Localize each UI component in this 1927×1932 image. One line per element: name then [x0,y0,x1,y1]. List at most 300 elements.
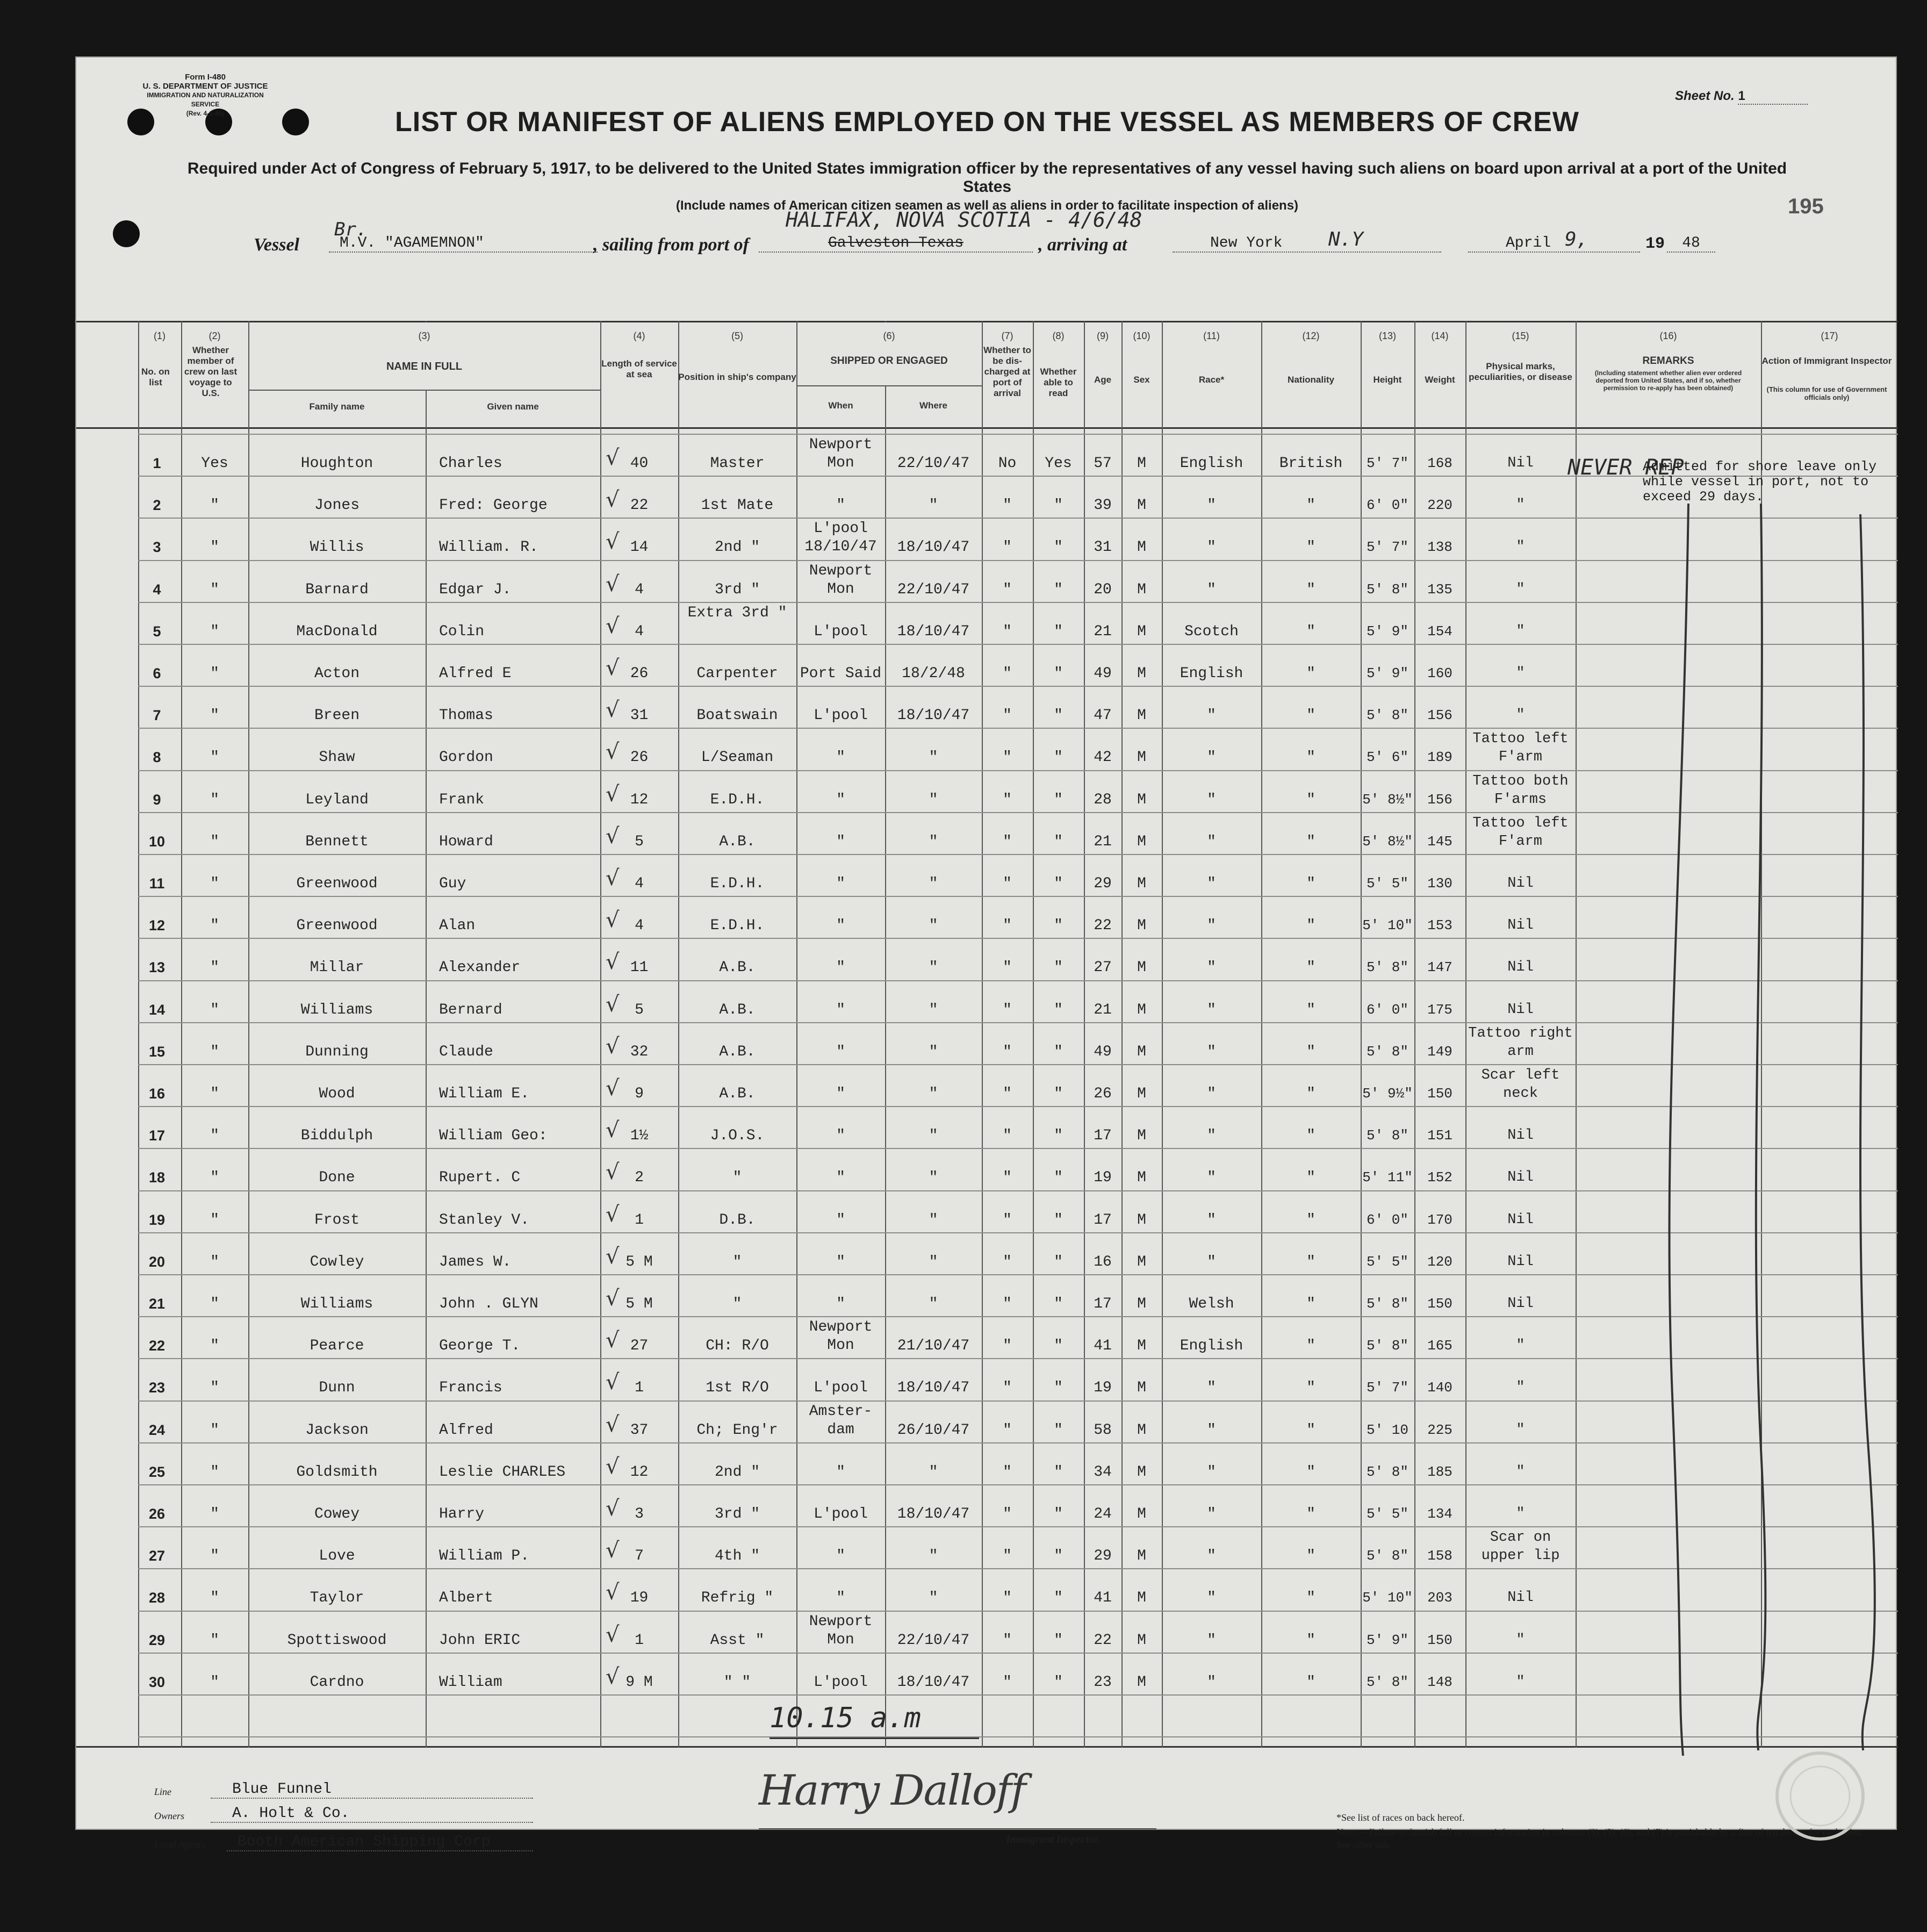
cell-when: Amster-dam [809,1403,873,1438]
cell-marks: Tattoo left F'arm [1472,815,1569,850]
cell-where: 18/10/47 [897,707,970,724]
cell-given: Alfred E [439,665,512,682]
check-mark-icon: √ [606,950,620,975]
cell-when: L'pool [814,1380,868,1397]
cell-race: " [1207,1632,1216,1649]
cell-age: 28 [1094,791,1112,808]
cell-where: " [929,833,938,850]
cell-family: Cowley [310,1253,364,1270]
cell-dis: " [1003,875,1012,892]
line-value: Blue Funnel [211,1781,533,1799]
cell-where: " [929,749,938,766]
cell-marks: Scar on upper lip [1481,1529,1560,1564]
cell-last: " [210,875,219,892]
cell-when: " [836,791,845,808]
cell-marks: " [1516,1421,1525,1438]
cell-marks: Scar left neck [1481,1067,1560,1102]
cell-ht: 5' 9" [1366,665,1408,681]
column-number: (4) [633,331,645,341]
cell-where: " [929,959,938,976]
cell-when: " [836,1253,845,1270]
cell-sex: M [1137,539,1146,556]
cell-nat: " [1306,665,1315,682]
cell-race: Scotch [1184,623,1239,640]
page-title: LIST OR MANIFEST OF ALIENS EMPLOYED ON THE VESSEL AS MEMBERS OF CREW [395,106,1579,138]
form-rev: (Rev. 4-1-45) [186,110,225,117]
cell-race: " [1207,1463,1216,1481]
cell-race: " [1207,1086,1216,1102]
cell-sex: M [1137,1169,1146,1187]
remarks-hand-note: NEVER REP [1568,455,1684,480]
cell-given: Bernard [439,1001,502,1018]
cell-family: Williams [300,1296,373,1312]
cell-wt: 225 [1427,1421,1453,1438]
cell-nat: " [1306,1338,1315,1355]
cell-nat: " [1306,833,1315,850]
cell-nat: " [1306,539,1315,556]
cell-age: 21 [1094,623,1112,640]
arriving-hand: N.Y [1328,228,1364,250]
cell-race: " [1207,1043,1216,1060]
cell-wt: 175 [1427,1001,1453,1018]
inspector-label: Immigrant Inspector. [1006,1834,1101,1845]
sailing-label: , sailing from port of [593,235,749,255]
cell-given: Colin [439,623,485,640]
cell-family: Williams [300,1001,373,1018]
column-divider [426,321,427,1748]
cell-where: 18/10/47 [897,623,970,640]
cell-sex: M [1137,1253,1146,1270]
column-divider [678,321,679,1748]
cell-ht: 5' 8½" [1362,833,1413,850]
cell-ht: 5' 8" [1366,581,1408,598]
cell-when: " [836,1127,845,1145]
cell-race: " [1207,959,1216,976]
cell-last: " [210,665,219,682]
cell-svc: 32 [630,1043,649,1060]
cell-read: " [1054,1463,1063,1481]
cell-race: " [1207,875,1216,892]
cell-race: " [1207,1127,1216,1145]
cell-given: Claude [439,1043,493,1060]
cell-last: " [210,581,219,598]
cell-ht: 5' 8" [1366,707,1408,724]
cell-where: 18/10/47 [897,1674,970,1691]
cell-given: William [439,1674,502,1691]
cell-nat: British [1279,455,1343,472]
cell-read: " [1054,749,1063,766]
cell-age: 22 [1094,917,1112,935]
column-divider [885,321,886,1748]
cell-sex: M [1137,1211,1146,1229]
cell-where: 18/2/48 [902,665,965,682]
cell-dis: " [1003,665,1012,682]
cell-when: " [836,1086,845,1102]
cell-read: " [1054,1380,1063,1397]
col-last-voyage-header: Whether member of crew on last voyage to U.S. [184,345,238,398]
cell-age: 19 [1094,1169,1112,1187]
cell-last: " [210,917,219,935]
cell-given: Thomas [439,707,493,724]
cell-marks: Nil [1507,1590,1534,1606]
cell-last: " [210,1674,219,1691]
cell-svc: 14 [630,539,649,556]
cell-where: 18/10/47 [897,1506,970,1522]
cell-pos: Ch; Eng'r [696,1421,778,1439]
col-height-header: Height [1373,375,1402,385]
column-number: (16) [1659,331,1677,341]
cell-race: " [1207,497,1216,514]
cell-pos: " [732,1169,742,1187]
cell-when: " [836,875,845,892]
cell-given: Rupert. C [439,1169,521,1187]
cell-svc: 1½ [630,1127,649,1145]
cell-dis: " [1003,581,1012,598]
row-number: 27 [148,1548,166,1564]
cell-race: " [1207,1548,1216,1565]
cell-race: " [1207,707,1216,724]
cell-race: " [1207,1001,1216,1018]
cell-age: 22 [1094,1632,1112,1649]
cell-nat: " [1306,581,1315,598]
cell-given: Guy [439,875,466,892]
check-mark-icon: √ [606,613,620,638]
cell-when: " [836,1211,845,1229]
check-mark-icon: √ [606,1454,620,1479]
cell-read: " [1054,539,1063,556]
port-hand-correction: HALIFAX, NOVA SCOTIA - 4/6/48 [786,208,1142,232]
cell-when: Newport Mon [809,1613,873,1648]
cell-wt: 160 [1427,665,1453,681]
col-where-header: Where [919,400,947,411]
cell-wt: 170 [1427,1211,1453,1228]
row-number: 29 [148,1632,166,1648]
cell-dis: " [1003,1086,1012,1102]
cell-last: " [210,1338,219,1355]
check-mark-icon: √ [606,1370,620,1395]
check-mark-icon: √ [606,1622,620,1647]
cell-pos: E.D.H. [710,917,765,935]
col-given-header: Given name [487,401,539,412]
cell-sex: M [1137,1421,1146,1439]
cell-read: " [1054,623,1063,640]
cell-age: 41 [1094,1590,1112,1607]
cell-race: English [1180,455,1243,472]
cell-when: L'pool [814,707,868,724]
cell-read: " [1054,1548,1063,1565]
col-shipped-header: SHIPPED OR ENGAGED [830,355,948,367]
check-mark-icon: √ [606,1664,620,1689]
cell-read: " [1054,707,1063,724]
column-number: (5) [731,331,743,341]
row-number: 23 [148,1380,166,1396]
cell-where: " [929,1169,938,1187]
column-number: (14) [1431,331,1449,341]
cell-svc: 3 [635,1506,644,1522]
column-divider [1162,321,1163,1748]
cell-marks: Tattoo left F'arm [1472,731,1569,766]
cell-family: Jackson [305,1421,369,1439]
cell-wt: 189 [1427,749,1453,766]
cell-race: " [1207,833,1216,850]
cell-read: " [1054,1632,1063,1649]
column-divider [1261,321,1262,1748]
cell-age: 57 [1094,455,1112,472]
cell-sex: M [1137,833,1146,850]
cell-when: " [836,1590,845,1607]
cell-pos: " " [723,1674,751,1691]
arrival-year: 48 [1667,235,1715,253]
cell-dis: " [1003,749,1012,766]
cell-nat: " [1306,1001,1315,1018]
form-dept: U. S. DEPARTMENT OF JUSTICE [142,82,268,91]
cell-marks: " [1516,497,1525,514]
cell-where: " [929,791,938,808]
cell-family: Wood [319,1086,355,1102]
cell-svc: 12 [630,791,649,808]
cell-ht: 5' 10 [1366,1421,1408,1438]
cell-nat: " [1306,1548,1315,1565]
cell-wt: 150 [1427,1296,1453,1312]
row-number: 10 [148,833,166,850]
cell-last: " [210,1211,219,1229]
col-no-header: No. on list [141,367,170,387]
cell-wt: 153 [1427,917,1453,934]
cell-nat: " [1306,1253,1315,1270]
row-number: 15 [148,1043,166,1060]
cell-sex: M [1137,917,1146,935]
row-number: 4 [153,581,161,598]
cell-when: L'pool [814,1506,868,1522]
check-mark-icon: √ [606,992,620,1017]
cell-given: James W. [439,1253,512,1270]
cell-read: " [1054,1421,1063,1439]
cell-pos: 1st R/O [706,1380,769,1397]
cell-nat: " [1306,1632,1315,1649]
cell-age: 23 [1094,1674,1112,1691]
cell-sex: M [1137,1380,1146,1397]
cell-family: Dunning [305,1043,369,1060]
row-number: 20 [148,1253,166,1270]
cell-sex: M [1137,1127,1146,1145]
cell-svc: 12 [630,1463,649,1481]
cell-where: " [929,1001,938,1018]
cell-ht: 5' 7" [1366,455,1408,471]
cell-read: " [1054,1674,1063,1691]
cell-nat: " [1306,959,1315,976]
cell-where: 18/10/47 [897,1380,970,1397]
cell-dis: " [1003,1001,1012,1018]
cell-race: " [1207,539,1216,556]
col-age-header: Age [1094,375,1112,385]
cell-age: 34 [1094,1463,1112,1481]
cell-when: " [836,497,845,514]
cell-pos: Master [710,455,765,472]
cell-nat: " [1306,791,1315,808]
check-mark-icon: √ [606,698,620,723]
cell-where: " [929,497,938,514]
cell-marks: " [1516,665,1525,681]
cell-race: " [1207,1590,1216,1607]
cell-pos: 3rd " [714,581,760,598]
cell-read: " [1054,1127,1063,1145]
cell-marks: " [1516,539,1525,556]
col-nationality-header: Nationality [1288,375,1334,385]
cell-svc: 40 [630,455,649,472]
cell-marks: " [1516,623,1525,640]
cell-age: 29 [1094,875,1112,892]
cell-marks: Nil [1507,875,1534,892]
cell-svc: 4 [635,917,644,935]
column-number: (7) [1001,331,1013,341]
cell-age: 27 [1094,959,1112,976]
cell-sex: M [1137,1463,1146,1481]
check-mark-icon: √ [606,823,620,849]
faded-seal [1769,1745,1871,1847]
cell-marks: Nil [1507,1253,1534,1270]
cell-where: 21/10/47 [897,1338,970,1355]
cell-sex: M [1137,875,1146,892]
col-when-header: When [828,400,853,411]
cell-when: " [836,749,845,766]
check-mark-icon: √ [606,1412,620,1437]
cell-dis: " [1003,1548,1012,1565]
cell-pos: D.B. [719,1211,756,1229]
cell-given: Albert [439,1590,493,1607]
cell-ht: 5' 8" [1366,1296,1408,1312]
cell-age: 47 [1094,707,1112,724]
cell-svc: 26 [630,749,649,766]
cell-last: " [210,1506,219,1522]
cell-nat: " [1306,707,1315,724]
cell-read: " [1054,1086,1063,1102]
cell-family: Jones [314,497,359,514]
column-number: (8) [1052,331,1065,341]
cell-when: " [836,1043,845,1060]
column-divider [1121,321,1123,1748]
cell-wt: 168 [1427,455,1453,471]
cell-pos: Asst " [710,1632,765,1649]
cell-dis: " [1003,707,1012,724]
cell-wt: 203 [1427,1590,1453,1606]
cell-family: Taylor [310,1590,364,1607]
column-divider [138,321,139,1748]
cell-nat: " [1306,623,1315,640]
cell-when: Newport Mon [809,436,873,471]
cell-marks: Nil [1507,917,1534,934]
cell-dis: " [1003,623,1012,640]
cell-pos: A.B. [719,1086,756,1102]
column-number: (12) [1302,331,1320,341]
cell-race: " [1207,1169,1216,1187]
cell-svc: 5 [635,833,644,850]
cell-nat: " [1306,1169,1315,1187]
column-divider [982,321,983,1748]
cell-race: English [1180,665,1243,682]
row-number: 11 [149,875,165,892]
cell-race: " [1207,1253,1216,1270]
cell-svc: 22 [630,497,649,514]
cell-nat: " [1306,749,1315,766]
subtitle: Required under Act of Congress of February 5, 1917, to be delivered to the United States immigration officer by the representatives of any vessel having such aliens on board upon arrival at a port of the United States [187,160,1787,196]
cell-read: Yes [1045,455,1072,472]
column-divider [1414,321,1415,1748]
cell-wt: 220 [1427,497,1453,514]
row-number: 12 [148,917,166,934]
cell-sex: M [1137,1086,1146,1102]
cell-last: " [210,1086,219,1102]
cell-age: 49 [1094,1043,1112,1060]
cell-family: Cowey [314,1506,359,1522]
row-number: 30 [148,1674,166,1690]
cell-wt: 138 [1427,539,1453,556]
check-mark-icon: √ [606,781,620,807]
sheet-no-value: 1 [1738,89,1808,105]
cell-svc: 27 [630,1338,649,1355]
cell-family: Love [319,1548,355,1565]
cell-marks: " [1516,707,1525,724]
cell-sex: M [1137,1632,1146,1649]
cell-marks: " [1516,1463,1525,1480]
cell-wt: 158 [1427,1548,1453,1564]
column-divider [1361,321,1362,1748]
col-sex-header: Sex [1133,375,1150,385]
owners-value: A. Holt & Co. [211,1805,533,1823]
row-number: 25 [148,1463,166,1480]
cell-dis: " [1003,1338,1012,1355]
column-number: (15) [1512,331,1529,341]
cell-nat: " [1306,1211,1315,1229]
cell-wt: 185 [1427,1463,1453,1480]
cell-wt: 140 [1427,1380,1453,1396]
cell-pos: A.B. [719,959,756,976]
cell-when: L'pool [814,1674,868,1691]
cell-where: " [929,1086,938,1102]
cell-svc: 5 M [625,1253,653,1270]
row-number: 28 [148,1590,166,1606]
cell-marks: Nil [1507,1169,1534,1186]
cell-where: " [929,1043,938,1060]
cell-last: " [210,1380,219,1397]
cell-pos: E.D.H. [710,791,765,808]
cell-when: " [836,1296,845,1312]
cell-dis: " [1003,1506,1012,1522]
cell-dis: " [1003,1169,1012,1187]
cell-wt: 151 [1427,1127,1453,1144]
cell-nat: " [1306,1086,1315,1102]
cell-pos: A.B. [719,833,756,850]
cell-given: William Geo: [439,1127,548,1145]
vessel-label: Vessel [254,235,299,255]
cell-age: 17 [1094,1127,1112,1145]
cell-when: " [836,959,845,976]
cell-nat: " [1306,917,1315,935]
form-service: IMMIGRATION AND NATURALIZATION SERVICE [147,91,264,108]
cell-pos: E.D.H. [710,875,765,892]
cell-marks: " [1516,581,1525,598]
cell-race: Welsh [1189,1296,1234,1312]
cell-ht: 5' 8" [1366,1463,1408,1480]
cell-given: Alfred [439,1421,493,1439]
check-mark-icon: √ [606,739,620,765]
cell-family: Willis [310,539,364,556]
cell-sex: M [1137,1338,1146,1355]
cell-sex: M [1137,623,1146,640]
cell-read: " [1054,665,1063,682]
cell-marks: Tattoo both F'arms [1472,773,1569,808]
cell-ht: 5' 9" [1366,623,1408,640]
cell-dis: " [1003,1590,1012,1607]
